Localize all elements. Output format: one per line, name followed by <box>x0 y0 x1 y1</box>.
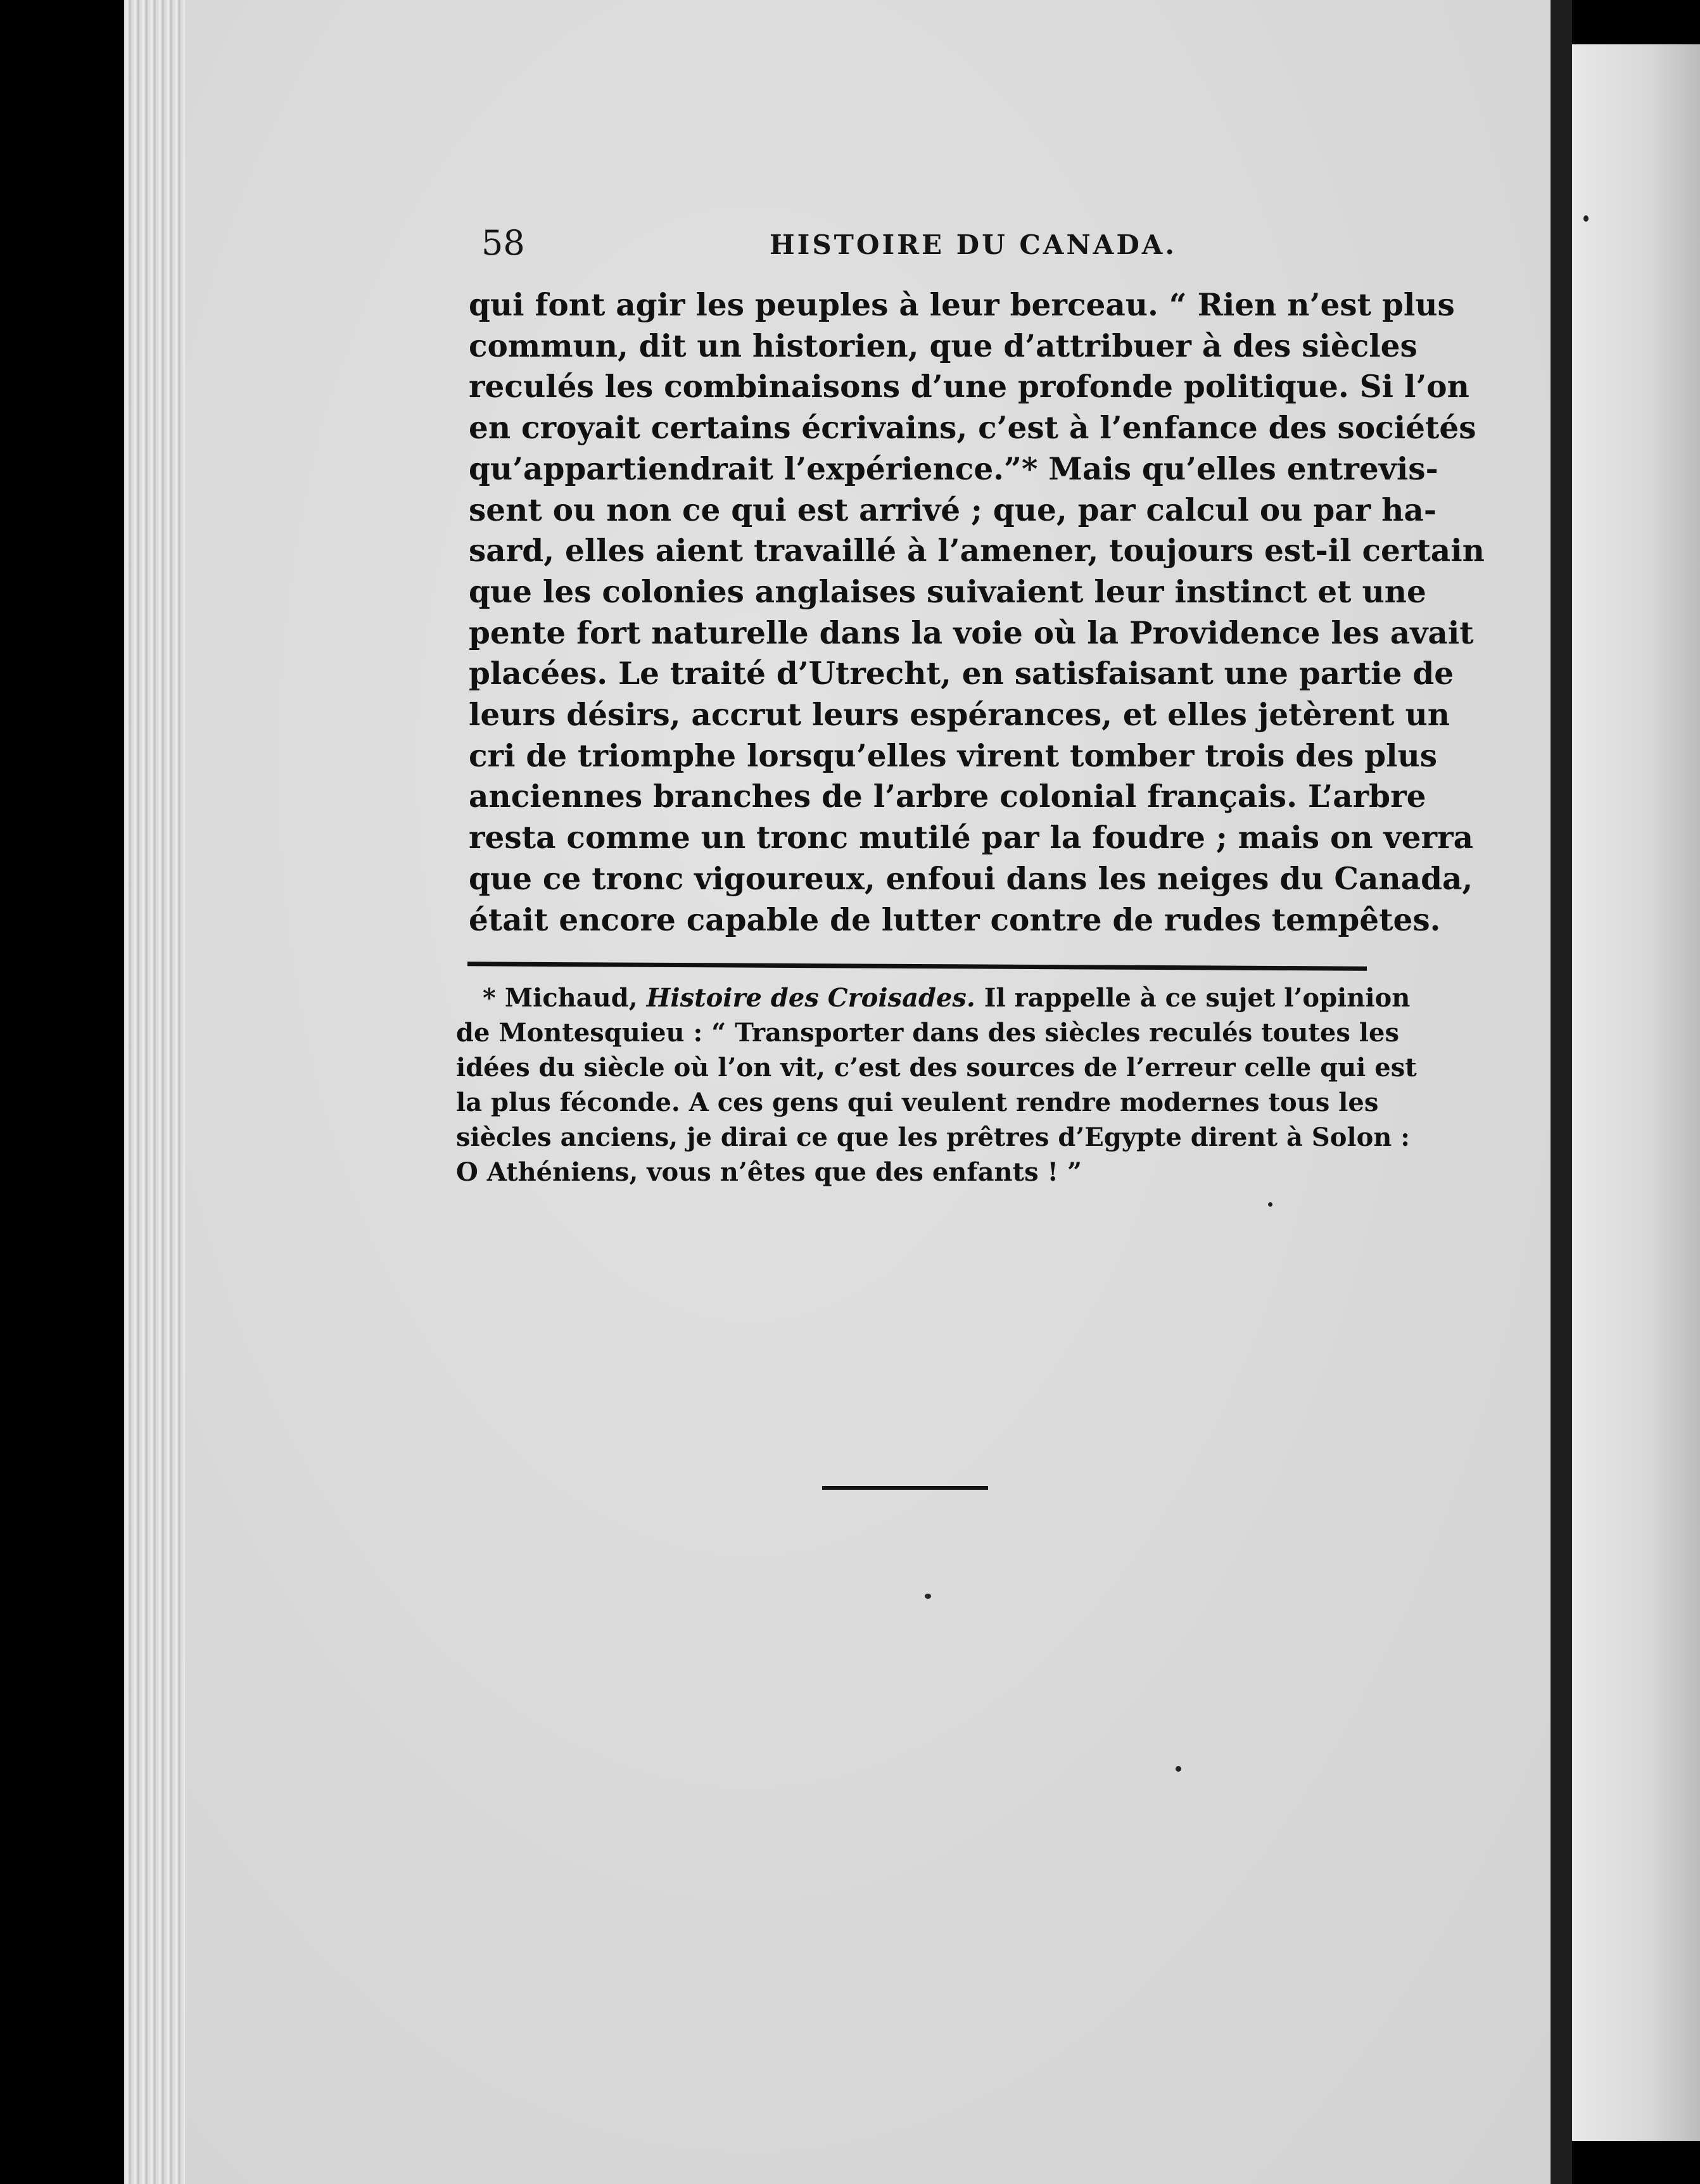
footnote-line: idées du siècle où l’on vit, c’est des sources de l’erreur celle qui est <box>456 1053 1417 1082</box>
body-line: que ce tronc vigoureux, enfoui dans les neiges du Canada, <box>469 860 1473 897</box>
body-line: placées. Le traité d’Utrecht, en satisfaisant une partie de <box>469 656 1454 692</box>
body-line: pente fort naturelle dans la voie où la Providence les avait <box>469 614 1474 651</box>
footnote-first-line <box>456 981 1411 1015</box>
ink-speck <box>1176 1766 1181 1772</box>
body-line: que les colonies anglaises suivaient leur instinct et une <box>469 573 1426 610</box>
ink-speck <box>1583 215 1589 222</box>
body-line: reculés les combinaisons d’une profonde politique. Si l’on <box>469 369 1469 405</box>
body-line: sent ou non ce qui est arrivé ; que, par calcul ou par ha- <box>469 492 1437 528</box>
facing-page-edge <box>1572 44 1700 2141</box>
footnote-line: siècles anciens, je dirai ce que les prêtres d’Egypte dirent à Solon : <box>456 1122 1411 1152</box>
body-line: était encore capable de lutter contre de rudes tempêtes. <box>469 901 1441 938</box>
body-line: anciennes branches de l’arbre colonial français. L’arbre <box>469 778 1426 815</box>
footnote-line: de Montesquieu : “ Transporter dans des siècles reculés toutes les <box>456 1018 1399 1048</box>
body-line: leurs désirs, accrut leurs espérances, et elles jetèrent un <box>469 697 1450 733</box>
body-line: cri de triomphe lorsqu’elles virent tomber trois des plus <box>469 737 1438 774</box>
chapter-end-rule <box>822 1486 988 1490</box>
body-line: sard, elles aient travaillé à l’amener, toujours est-il certain <box>469 533 1485 569</box>
body-line: en croyait certains écrivains, c’est à l’enfance des sociétés <box>469 410 1476 447</box>
running-head <box>481 223 1431 274</box>
ink-speck <box>1268 1202 1272 1207</box>
footnote-line: la plus féconde. A ces gens qui veulent rendre modernes tous les <box>456 1088 1379 1117</box>
running-head-title: HISTOIRE DU CANADA. <box>770 229 1177 260</box>
scan-border-bottom-right <box>1572 2141 1700 2184</box>
book-page-edges <box>124 0 185 2184</box>
body-line: resta comme un tronc mutilé par la foudre ; mais on verra <box>469 820 1474 856</box>
ink-speck <box>925 1594 931 1599</box>
footnote-work-title: Histoire des Croisades. <box>646 983 975 1013</box>
body-paragraph <box>469 285 1485 941</box>
scan-border-top-right <box>1572 0 1700 44</box>
gutter-shadow <box>1551 0 1572 2184</box>
footnote-author: * Michaud, <box>483 983 638 1013</box>
body-line: commun, dit un historien, que d’attribuer à des siècles <box>469 327 1418 364</box>
page-number: 58 <box>481 223 525 263</box>
footnote <box>456 981 1417 1190</box>
body-line: qui font agir les peuples à leur berceau. “ Rien n’est plus <box>469 287 1455 323</box>
footnote-first-line-rest: Il rappelle à ce sujet l’opinion <box>984 983 1411 1013</box>
body-line: qu’appartiendrait l’expérience.”* Mais qu’elles entrevis- <box>469 450 1438 487</box>
footnote-line: O Athéniens, vous n’êtes que des enfants ! ” <box>456 1157 1082 1187</box>
